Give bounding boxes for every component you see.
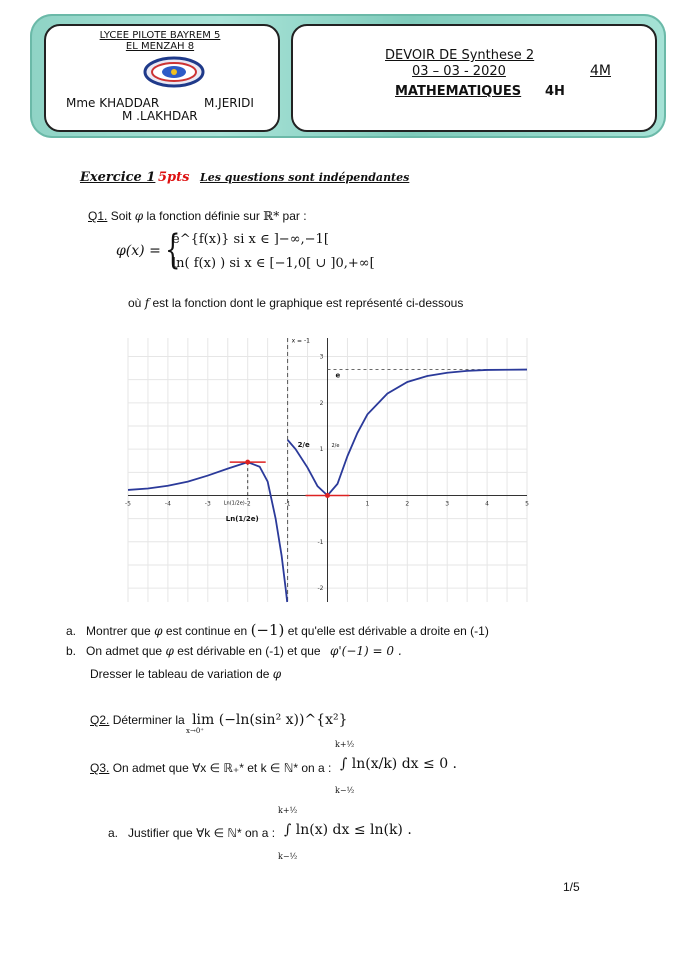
x-tick-label: -5	[125, 500, 131, 508]
label-2-over-e-small: 2/e	[331, 442, 340, 449]
label-ln-half-e-small: Ln(1/2e)	[223, 500, 245, 507]
exam-title: DEVOIR DE Synthese 2	[385, 48, 535, 63]
x-tick-label: 4	[485, 500, 490, 508]
teacher-1: Mme KHADDAR	[66, 96, 160, 110]
y-tick-label: -1	[317, 538, 324, 546]
phi-definition-lhs: φ(x) =	[116, 243, 161, 259]
y-tick-label: 2	[319, 399, 324, 407]
function-graph	[120, 330, 535, 610]
y-tick-label: 3	[319, 353, 324, 361]
q1-intro: Q1. Soit φ la fonction définie sur ℝ* par :	[88, 209, 307, 223]
q3-lower-bound: k−½	[335, 786, 355, 795]
page-number: 1/5	[563, 880, 580, 894]
question-b-table: Dresser le tableau de variation de φ	[90, 667, 282, 681]
exercise-title: Exercice 1	[80, 170, 156, 185]
x-tick-label: 3	[445, 500, 450, 508]
q3-upper-bound: k+½	[335, 740, 355, 749]
exam-subject: MATHEMATIQUES	[395, 84, 522, 99]
x-tick-label: 1	[365, 500, 370, 508]
question-3: Q3. On admet que ∀x ∈ ℝ₊* et k ∈ ℕ* on a :	[90, 761, 332, 775]
max-point	[245, 460, 250, 465]
school-logo-icon	[143, 56, 205, 88]
question-b: b. On admet que φ est dérivable en (-1) et que φ'(−1) = 0 .	[66, 644, 402, 658]
question-3a: a. Justifier que ∀k ∈ ℕ* on a :	[108, 826, 276, 840]
teacher-2: M.JERIDI	[204, 96, 254, 110]
case-1: e^{f(x)} si x ∈ ]−∞,−1[	[172, 232, 329, 247]
school-name: LYCEE PILOTE BAYREM 5	[99, 30, 221, 41]
question-a: a. Montrer que φ est continue en (−1) et qu'elle est dérivable a droite en (-1)	[66, 621, 489, 639]
q3-integral: ∫ ln(x/k) dx ≤ 0 .	[340, 756, 458, 772]
x-tick-label: -2	[244, 500, 251, 508]
origin-point	[325, 493, 330, 498]
label-2-over-e: 2/e	[297, 440, 310, 449]
x-tick-label: -4	[164, 500, 171, 508]
label-e: e	[335, 371, 341, 380]
y-tick-label: -2	[317, 585, 324, 593]
exam-level: 4M	[590, 63, 611, 79]
teacher-3: M .LAKHDAR	[122, 109, 198, 123]
exercise-points: 5pts	[158, 170, 190, 185]
x-tick-label: 2	[405, 500, 410, 508]
exam-duration: 4H	[545, 84, 565, 99]
x-tick-label: 5	[525, 500, 529, 508]
case-2: ln( f(x) ) si x ∈ [−1,0[ ∪ ]0,+∞[	[172, 256, 375, 271]
x-tick-label: -3	[204, 500, 211, 508]
where-line: où f est la fonction dont le graphique est représenté ci-dessous	[128, 296, 464, 310]
q3a-lower-bound: k−½	[278, 852, 298, 861]
label-ln-half-e: Ln(1/2e)	[225, 514, 259, 523]
y-tick-label: 1	[319, 446, 324, 454]
school-city: EL MENZAH 8	[125, 41, 195, 52]
exercise-note: Les questions sont indépendantes	[200, 171, 410, 184]
label-x-eq-minus-1: x = -1	[291, 337, 310, 345]
exam-date: 03 – 03 - 2020	[412, 64, 506, 79]
x-tick-label: -1	[284, 500, 291, 508]
q2-limit-sub: x→0⁺	[186, 727, 204, 735]
q3a-integral: ∫ ln(x) dx ≤ ln(k) .	[284, 822, 412, 838]
question-2: Q2. Déterminer la lim (−ln(sin² x))^{x²}	[90, 712, 348, 728]
q3a-upper-bound: k+½	[278, 806, 298, 815]
brace-symbol: {	[165, 227, 181, 273]
